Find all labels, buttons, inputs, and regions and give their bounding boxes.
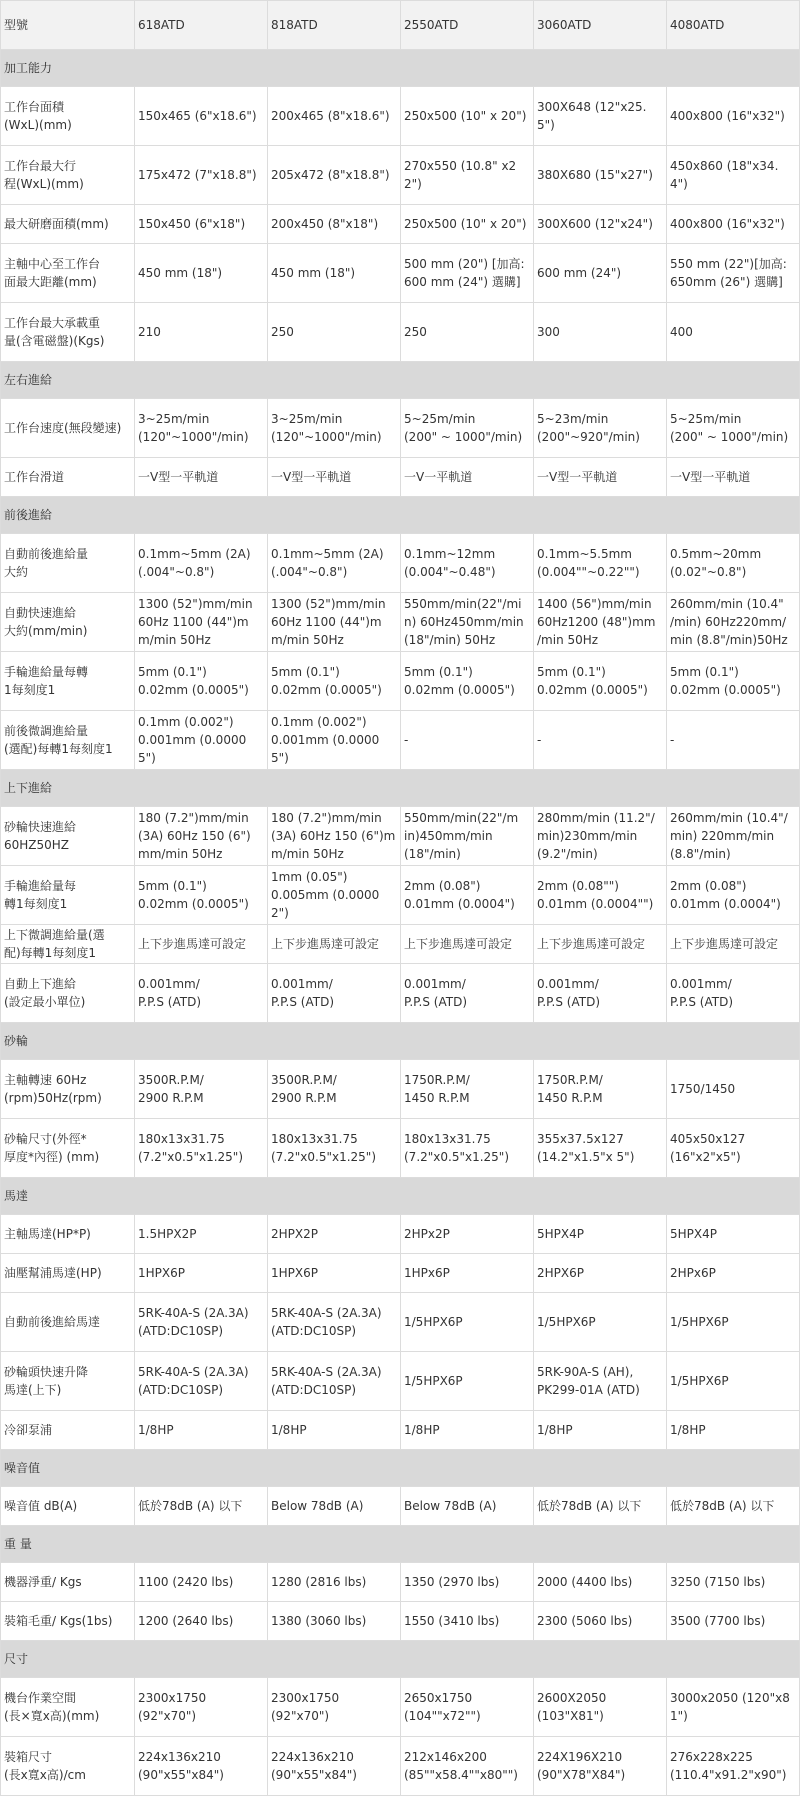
spec-value: 5mm (0.1") 0.02mm (0.0005")	[135, 652, 268, 711]
spec-value: 0.001mm/ P.P.S (ATD)	[401, 964, 534, 1023]
section-row	[1, 770, 800, 807]
spec-label: 機器淨重/ Kgs	[1, 1563, 135, 1602]
spec-label: 上下微調進給量(選 配)每轉1每刻度1	[1, 925, 135, 964]
spec-row	[1, 534, 800, 593]
spec-label: 砂輪尺寸(外徑* 厚度*內徑) (mm)	[1, 1119, 135, 1178]
spec-value: 1750R.P.M/ 1450 R.P.M	[534, 1060, 667, 1119]
spec-value: 600 mm (24")	[534, 244, 667, 303]
spec-value: 2300x1750 (92"x70")	[135, 1678, 268, 1737]
spec-value: 1HPx6P	[401, 1254, 534, 1293]
spec-value: -	[534, 711, 667, 770]
section-title: 左右進給	[1, 362, 800, 399]
spec-label: 自動上下進給 (設定最小單位)	[1, 964, 135, 1023]
section-title: 馬達	[1, 1178, 800, 1215]
spec-value: Below 78dB (A)	[268, 1487, 401, 1526]
section-row	[1, 1526, 800, 1563]
spec-value: -	[401, 711, 534, 770]
spec-value: 5HPX4P	[667, 1215, 800, 1254]
spec-value: 1750/1450	[667, 1060, 800, 1119]
spec-value: 300	[534, 303, 667, 362]
spec-value: 2mm (0.08") 0.01mm (0.0004")	[667, 866, 800, 925]
spec-value: 380X680 (15"x27")	[534, 146, 667, 205]
section-title: 重 量	[1, 1526, 800, 1563]
spec-value: 200x450 (8"x18")	[268, 205, 401, 244]
spec-value: 1300 (52")mm/min 60Hz 1100 (44")m m/min 50Hz	[268, 593, 401, 652]
section-row	[1, 50, 800, 87]
spec-value: 0.1mm (0.002") 0.001mm (0.00005")	[135, 711, 268, 770]
spec-value: 5mm (0.1") 0.02mm (0.0005")	[135, 866, 268, 925]
spec-value: 一V一平軌道	[401, 458, 534, 497]
spec-value: 5RK-40A-S (2A.3A) (ATD:DC10SP)	[268, 1352, 401, 1411]
model-header: 4080ATD	[667, 1, 800, 50]
spec-label: 工作台面積 (WxL)(mm)	[1, 87, 135, 146]
spec-value: 2mm (0.08") 0.01mm (0.0004")	[401, 866, 534, 925]
spec-row	[1, 303, 800, 362]
spec-value: 低於78dB (A) 以下	[135, 1487, 268, 1526]
spec-label: 工作台最大承載重 量(含電磁盤)(Kgs)	[1, 303, 135, 362]
spec-value: 1400 (56")mm/min 60Hz1200 (48")mm /min 50Hz	[534, 593, 667, 652]
spec-value: 3000x2050 (120"x81")	[667, 1678, 800, 1737]
spec-value: 180x13x31.75 (7.2"x0.5"x1.25")	[401, 1119, 534, 1178]
spec-value: 2650x1750 (104""x72"")	[401, 1678, 534, 1737]
spec-value: 0.1mm~12mm (0.004"~0.48")	[401, 534, 534, 593]
spec-label: 工作台滑道	[1, 458, 135, 497]
spec-row	[1, 1352, 800, 1411]
spec-value: 2HPX6P	[534, 1254, 667, 1293]
spec-value: 1/5HPX6P	[401, 1293, 534, 1352]
spec-value: 一V型一平軌道	[135, 458, 268, 497]
spec-value: 205x472 (8"x18.8")	[268, 146, 401, 205]
spec-row	[1, 1563, 800, 1602]
section-title: 加工能力	[1, 50, 800, 87]
spec-label: 噪音值 dB(A)	[1, 1487, 135, 1526]
spec-value: 3500R.P.M/ 2900 R.P.M	[135, 1060, 268, 1119]
spec-value: 150x450 (6"x18")	[135, 205, 268, 244]
spec-row	[1, 458, 800, 497]
spec-value: 5RK-90A-S (AH), PK299-01A (ATD)	[534, 1352, 667, 1411]
spec-value: 250x500 (10" x 20")	[401, 205, 534, 244]
spec-label: 前後微調進給量 (選配)每轉1每刻度1	[1, 711, 135, 770]
spec-value: 5mm (0.1") 0.02mm (0.0005")	[401, 652, 534, 711]
spec-value: 1100 (2420 lbs)	[135, 1563, 268, 1602]
spec-value: 405x50x127 (16"x2"x5")	[667, 1119, 800, 1178]
section-row	[1, 1178, 800, 1215]
spec-value: 250	[401, 303, 534, 362]
spec-value: 1750R.P.M/ 1450 R.P.M	[401, 1060, 534, 1119]
spec-value: 260mm/min (10.4"/ min) 220mm/min (8.8"/min)	[667, 807, 800, 866]
spec-value: 5~23m/min (200"~920"/min)	[534, 399, 667, 458]
spec-value: 上下步進馬達可設定	[135, 925, 268, 964]
spec-row	[1, 1215, 800, 1254]
spec-value: 175x472 (7"x18.8")	[135, 146, 268, 205]
spec-value: 低於78dB (A) 以下	[534, 1487, 667, 1526]
spec-value: 1/8HP	[135, 1411, 268, 1450]
spec-row	[1, 1254, 800, 1293]
spec-label: 工作台速度(無段變速)	[1, 399, 135, 458]
spec-value: 1/8HP	[667, 1411, 800, 1450]
spec-value: 一V型一平軌道	[667, 458, 800, 497]
spec-value: 180 (7.2")mm/min (3A) 60Hz 150 (6")m m/min 50Hz	[268, 807, 401, 866]
spec-value: 300X600 (12"x24")	[534, 205, 667, 244]
spec-value: 1.5HPX2P	[135, 1215, 268, 1254]
section-row	[1, 497, 800, 534]
spec-row	[1, 807, 800, 866]
spec-value: 低於78dB (A) 以下	[667, 1487, 800, 1526]
spec-label: 手輪進給量每轉 1每刻度1	[1, 652, 135, 711]
spec-value: 2HPx2P	[401, 1215, 534, 1254]
spec-value: 450 mm (18")	[135, 244, 268, 303]
spec-value: 276x228x225 (110.4"x91.2"x90")	[667, 1737, 800, 1796]
spec-value: 一V型一平軌道	[534, 458, 667, 497]
spec-value: 0.001mm/ P.P.S (ATD)	[135, 964, 268, 1023]
section-row	[1, 1450, 800, 1487]
spec-value: Below 78dB (A)	[401, 1487, 534, 1526]
spec-row	[1, 399, 800, 458]
spec-row	[1, 1119, 800, 1178]
spec-value: 0.001mm/ P.P.S (ATD)	[667, 964, 800, 1023]
spec-row	[1, 1060, 800, 1119]
section-title: 尺寸	[1, 1641, 800, 1678]
spec-value: 0.5mm~20mm (0.02"~0.8")	[667, 534, 800, 593]
spec-value: 210	[135, 303, 268, 362]
spec-row	[1, 925, 800, 964]
spec-value: 1/5HPX6P	[667, 1293, 800, 1352]
spec-value: 1/5HPX6P	[667, 1352, 800, 1411]
spec-row	[1, 593, 800, 652]
spec-value: 1/8HP	[534, 1411, 667, 1450]
section-row	[1, 1641, 800, 1678]
spec-value: 1HPX6P	[135, 1254, 268, 1293]
spec-label: 自動前後進給量 大約	[1, 534, 135, 593]
spec-value: 250x500 (10" x 20")	[401, 87, 534, 146]
spec-label: 砂輪頭快速升降 馬達(上下)	[1, 1352, 135, 1411]
spec-row	[1, 1678, 800, 1737]
spec-value: 1350 (2970 lbs)	[401, 1563, 534, 1602]
spec-value: 3500R.P.M/ 2900 R.P.M	[268, 1060, 401, 1119]
spec-value: 224x136x210 (90"x55"x84")	[268, 1737, 401, 1796]
spec-value: 0.1mm~5mm (2A) (.004"~0.8")	[268, 534, 401, 593]
spec-value: 280mm/min (11.2"/ min)230mm/min (9.2"/min)	[534, 807, 667, 866]
spec-value: 400x800 (16"x32")	[667, 205, 800, 244]
spec-label: 工作台最大行 程(WxL)(mm)	[1, 146, 135, 205]
spec-value: 2300 (5060 lbs)	[534, 1602, 667, 1641]
spec-row	[1, 866, 800, 925]
spec-row	[1, 1293, 800, 1352]
spec-value: 5RK-40A-S (2A.3A) (ATD:DC10SP)	[135, 1352, 268, 1411]
spec-value: 1/5HPX6P	[401, 1352, 534, 1411]
spec-label: 裝箱毛重/ Kgs(1bs)	[1, 1602, 135, 1641]
spec-value: 224X196X210 (90"X78"X84")	[534, 1737, 667, 1796]
spec-label: 最大研磨面積(mm)	[1, 205, 135, 244]
spec-value: 2HPX2P	[268, 1215, 401, 1254]
spec-value: 5mm (0.1") 0.02mm (0.0005")	[534, 652, 667, 711]
spec-value: 0.1mm~5mm (2A) (.004"~0.8")	[135, 534, 268, 593]
section-row	[1, 1023, 800, 1060]
spec-value: 上下步進馬達可設定	[401, 925, 534, 964]
header-label: 型號	[1, 1, 135, 50]
spec-value: 180 (7.2")mm/min (3A) 60Hz 150 (6") mm/min 50Hz	[135, 807, 268, 866]
spec-value: -	[667, 711, 800, 770]
spec-value: 2600X2050 (103"X81")	[534, 1678, 667, 1737]
spec-row	[1, 244, 800, 303]
spec-value: 550 mm (22")[加高: 650mm (26") 選購]	[667, 244, 800, 303]
model-header: 2550ATD	[401, 1, 534, 50]
spec-value: 3~25m/min (120"~1000"/min)	[268, 399, 401, 458]
spec-value: 1/8HP	[268, 1411, 401, 1450]
spec-value: 5RK-40A-S (2A.3A) (ATD:DC10SP)	[135, 1293, 268, 1352]
spec-row	[1, 205, 800, 244]
spec-value: 5RK-40A-S (2A.3A) (ATD:DC10SP)	[268, 1293, 401, 1352]
spec-label: 手輪進給量每 轉1每刻度1	[1, 866, 135, 925]
spec-value: 5mm (0.1") 0.02mm (0.0005")	[268, 652, 401, 711]
spec-label: 油壓幫浦馬達(HP)	[1, 1254, 135, 1293]
spec-value: 550mm/min(22"/m in)450mm/min (18"/min)	[401, 807, 534, 866]
spec-value: 180x13x31.75 (7.2"x0.5"x1.25")	[135, 1119, 268, 1178]
spec-label: 自動前後進給馬達	[1, 1293, 135, 1352]
spec-value: 3500 (7700 lbs)	[667, 1602, 800, 1641]
spec-value: 2300x1750 (92"x70")	[268, 1678, 401, 1737]
spec-value: 260mm/min (10.4" /min) 60Hz220mm/ min (8.8"/min)50Hz	[667, 593, 800, 652]
spec-value: 300X648 (12"x25.5")	[534, 87, 667, 146]
spec-value: 上下步進馬達可設定	[268, 925, 401, 964]
spec-value: 0.1mm~5.5mm (0.004""~0.22"")	[534, 534, 667, 593]
section-title: 前後進給	[1, 497, 800, 534]
spec-value: 1HPX6P	[268, 1254, 401, 1293]
spec-value: 1/5HPX6P	[534, 1293, 667, 1352]
spec-value: 1380 (3060 lbs)	[268, 1602, 401, 1641]
spec-value: 0.1mm (0.002") 0.001mm (0.00005")	[268, 711, 401, 770]
spec-label: 主軸中心至工作台 面最大距離(mm)	[1, 244, 135, 303]
spec-row	[1, 964, 800, 1023]
spec-value: 180x13x31.75 (7.2"x0.5"x1.25")	[268, 1119, 401, 1178]
spec-value: 1200 (2640 lbs)	[135, 1602, 268, 1641]
spec-value: 3~25m/min (120"~1000"/min)	[135, 399, 268, 458]
spec-row	[1, 652, 800, 711]
spec-value: 200x465 (8"x18.6")	[268, 87, 401, 146]
spec-value: 5~25m/min (200" ~ 1000"/min)	[401, 399, 534, 458]
spec-value: 270x550 (10.8" x22")	[401, 146, 534, 205]
model-header: 618ATD	[135, 1, 268, 50]
spec-row	[1, 1487, 800, 1526]
spec-value: 450x860 (18"x34.4")	[667, 146, 800, 205]
spec-value: 1280 (2816 lbs)	[268, 1563, 401, 1602]
spec-value: 224x136x210 (90"x55"x84")	[135, 1737, 268, 1796]
model-header: 3060ATD	[534, 1, 667, 50]
spec-value: 2mm (0.08"") 0.01mm (0.0004"")	[534, 866, 667, 925]
spec-value: 1/8HP	[401, 1411, 534, 1450]
spec-value: 上下步進馬達可設定	[667, 925, 800, 964]
spec-row	[1, 711, 800, 770]
spec-value: 0.001mm/ P.P.S (ATD)	[268, 964, 401, 1023]
spec-label: 砂輪快速進給 60HZ50HZ	[1, 807, 135, 866]
spec-value: 3250 (7150 lbs)	[667, 1563, 800, 1602]
model-header: 818ATD	[268, 1, 401, 50]
spec-value: 5mm (0.1") 0.02mm (0.0005")	[667, 652, 800, 711]
spec-label: 自動快速進給 大約(mm/min)	[1, 593, 135, 652]
spec-value: 1550 (3410 lbs)	[401, 1602, 534, 1641]
spec-value: 500 mm (20") [加高: 600 mm (24") 選購]	[401, 244, 534, 303]
spec-value: 0.001mm/ P.P.S (ATD)	[534, 964, 667, 1023]
spec-value: 212x146x200 (85""x58.4""x80"")	[401, 1737, 534, 1796]
spec-label: 主軸轉速 60Hz (rpm)50Hz(rpm)	[1, 1060, 135, 1119]
section-title: 上下進給	[1, 770, 800, 807]
spec-row	[1, 1602, 800, 1641]
spec-value: 1300 (52")mm/min 60Hz 1100 (44")m m/min 50Hz	[135, 593, 268, 652]
section-row	[1, 362, 800, 399]
spec-label: 冷卻泵浦	[1, 1411, 135, 1450]
spec-label: 機台作業空間 (長×寬x高)(mm)	[1, 1678, 135, 1737]
spec-label: 裝箱尺寸 (長x寬x高)/cm	[1, 1737, 135, 1796]
spec-value: 1mm (0.05") 0.005mm (0.00002")	[268, 866, 401, 925]
spec-value: 550mm/min(22"/mi n) 60Hz450mm/min (18"/min) 50Hz	[401, 593, 534, 652]
spec-row	[1, 87, 800, 146]
header-row	[1, 1, 800, 50]
section-title: 砂輪	[1, 1023, 800, 1060]
spec-value: 一V型一平軌道	[268, 458, 401, 497]
spec-value: 2HPx6P	[667, 1254, 800, 1293]
spec-value: 2000 (4400 lbs)	[534, 1563, 667, 1602]
spec-label: 主軸馬達(HP*P)	[1, 1215, 135, 1254]
spec-value: 250	[268, 303, 401, 362]
spec-value: 450 mm (18")	[268, 244, 401, 303]
spec-value: 5HPX4P	[534, 1215, 667, 1254]
spec-row	[1, 1411, 800, 1450]
spec-value: 5~25m/min (200" ~ 1000"/min)	[667, 399, 800, 458]
spec-value: 400	[667, 303, 800, 362]
section-title: 噪音值	[1, 1450, 800, 1487]
spec-value: 150x465 (6"x18.6")	[135, 87, 268, 146]
spec-value: 400x800 (16"x32")	[667, 87, 800, 146]
spec-row	[1, 1737, 800, 1796]
spec-row	[1, 146, 800, 205]
spec-value: 355x37.5x127 (14.2"x1.5"x 5")	[534, 1119, 667, 1178]
spec-value: 上下步進馬達可設定	[534, 925, 667, 964]
